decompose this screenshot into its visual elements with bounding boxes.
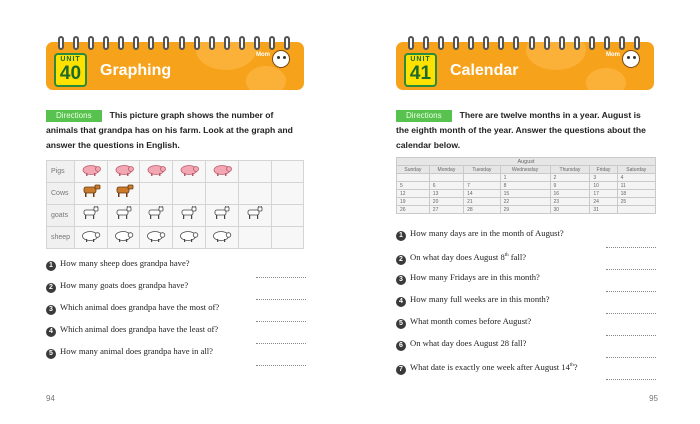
binder-ring <box>529 36 535 50</box>
binder-ring <box>408 36 414 50</box>
answer-line[interactable] <box>606 335 656 336</box>
graph-cell <box>140 227 173 249</box>
answer-line[interactable] <box>606 357 656 358</box>
calendar-date: 11 <box>617 182 655 190</box>
question-text: How many Fridays are in this month? <box>410 272 540 282</box>
calendar-date <box>397 174 430 182</box>
unit-title: Calendar <box>450 62 519 79</box>
question-number: 2 <box>396 255 406 265</box>
calendar-week <box>397 190 656 198</box>
calendar-date: 3 <box>590 174 617 182</box>
calendar-date: 21 <box>464 198 501 206</box>
graph-cell <box>74 205 107 227</box>
question-text-end: ? <box>573 361 578 372</box>
binder-ring <box>194 36 200 50</box>
calendar-date: 10 <box>590 182 617 190</box>
binder-ring <box>103 36 109 50</box>
graph-cell <box>107 183 140 205</box>
question <box>46 280 306 302</box>
binder-ring <box>544 36 550 50</box>
graph-row-label: sheep <box>47 227 75 249</box>
calendar-date: 14 <box>464 190 501 198</box>
pig-icon <box>212 163 232 175</box>
goat-icon <box>179 206 199 218</box>
sheep-icon <box>146 229 166 241</box>
graph-row-label: goats <box>47 205 75 227</box>
question <box>396 272 656 294</box>
goat-icon <box>81 206 101 218</box>
goat-icon <box>146 206 166 218</box>
calendar-date: 25 <box>617 198 655 206</box>
directions <box>396 108 656 153</box>
unit-label: UNIT <box>60 56 81 63</box>
question-text: How many days are in the month of August? <box>410 228 564 238</box>
pig-icon <box>114 163 134 175</box>
calendar-date: 9 <box>550 182 590 190</box>
calendar-date: 4 <box>617 174 655 182</box>
answer-line[interactable] <box>256 299 306 300</box>
question <box>46 302 306 324</box>
mascot-label: Mom <box>606 52 620 58</box>
question <box>396 316 656 338</box>
binder-ring <box>423 36 429 50</box>
calendar-date: 18 <box>617 190 655 198</box>
question-text: How many sheep does grandpa have? <box>60 258 190 268</box>
question-number: 7 <box>396 365 406 375</box>
unit-title: Graphing <box>100 62 172 79</box>
graph-cell <box>238 161 271 183</box>
calendar-day-header: Tuesday <box>464 166 501 174</box>
sheep-icon <box>212 229 232 241</box>
binder-ring <box>269 36 275 50</box>
graph-cell <box>271 227 303 249</box>
question <box>46 258 306 280</box>
answer-line[interactable] <box>256 277 306 278</box>
calendar-day-header: Monday <box>429 166 463 174</box>
pig-icon <box>81 163 101 175</box>
question-text: Which animal does grandpa have the most of? <box>60 302 220 312</box>
question <box>396 294 656 316</box>
calendar-date: 20 <box>429 198 463 206</box>
directions-tag: Directions <box>46 110 102 122</box>
question <box>46 324 306 346</box>
question-number: 4 <box>396 297 406 307</box>
graph-cell <box>173 227 206 249</box>
unit-badge <box>404 53 437 87</box>
calendar-date: 17 <box>590 190 617 198</box>
directions-text: This picture graph shows the number of animals that grandpa has on his farm. Look at the graph and answer the questions in English. <box>46 110 293 150</box>
binder-ring <box>239 36 245 50</box>
graph-cell <box>107 205 140 227</box>
calendar-header-row <box>397 166 656 174</box>
cow-icon <box>81 184 101 196</box>
binder-ring <box>209 36 215 50</box>
graph-row-label: Pigs <box>47 161 75 183</box>
question-list <box>46 258 306 368</box>
answer-line[interactable] <box>256 343 306 344</box>
calendar-date: 24 <box>590 198 617 206</box>
question <box>396 360 656 382</box>
sheep-icon <box>81 229 101 241</box>
binder-ring <box>438 36 444 50</box>
calendar-date: 23 <box>550 198 590 206</box>
graph-cell <box>238 205 271 227</box>
graph-row <box>47 183 304 205</box>
graph-cell <box>271 161 303 183</box>
graph-cell <box>205 161 238 183</box>
calendar-date <box>429 174 463 182</box>
graph-cell <box>140 205 173 227</box>
calendar-date: 13 <box>429 190 463 198</box>
graph-cell <box>205 227 238 249</box>
binder-ring <box>88 36 94 50</box>
directions <box>46 108 306 153</box>
binder-ring <box>483 36 489 50</box>
pig-icon <box>146 163 166 175</box>
directions-text: There are twelve months in a year. August is the eighth month of the year. Answer the questions about the calendar below. <box>396 110 646 150</box>
answer-line[interactable] <box>606 379 656 380</box>
graph-cell <box>74 183 107 205</box>
graph-row <box>47 205 304 227</box>
calendar-week <box>397 174 656 182</box>
binder-ring <box>254 36 260 50</box>
calendar-date: 27 <box>429 206 463 214</box>
calendar-date: 2 <box>550 174 590 182</box>
question-text: What month comes before August? <box>410 316 532 326</box>
graph-cell <box>238 227 271 249</box>
question-text: On what day does August 28 fall? <box>410 338 527 348</box>
binder-ring <box>133 36 139 50</box>
binder-ring <box>574 36 580 50</box>
binder-ring <box>148 36 154 50</box>
question-number: 3 <box>46 305 56 315</box>
calendar-date: 6 <box>429 182 463 190</box>
cow-icon <box>114 184 134 196</box>
question <box>396 338 656 360</box>
answer-line[interactable] <box>256 321 306 322</box>
question <box>46 346 306 368</box>
picture-graph <box>46 160 304 249</box>
calendar-week <box>397 206 656 214</box>
answer-line[interactable] <box>606 291 656 292</box>
binder-ring <box>179 36 185 50</box>
graph-cell <box>74 161 107 183</box>
calendar-date: 22 <box>500 198 550 206</box>
calendar-date: 5 <box>397 182 430 190</box>
question-number: 1 <box>46 261 56 271</box>
calendar-week <box>397 198 656 206</box>
answer-line[interactable] <box>256 365 306 366</box>
calendar-day-header: Sunday <box>397 166 430 174</box>
question-number: 3 <box>396 275 406 285</box>
binder-rings <box>58 36 290 50</box>
calendar-day-header: Thursday <box>550 166 590 174</box>
answer-line[interactable] <box>606 313 656 314</box>
graph-cell <box>173 161 206 183</box>
binder-ring <box>619 36 625 50</box>
binder-ring <box>498 36 504 50</box>
calendar-day-header: Saturday <box>617 166 655 174</box>
binder-ring <box>163 36 169 50</box>
graph-row <box>47 161 304 183</box>
question <box>396 228 656 250</box>
calendar-date: 12 <box>397 190 430 198</box>
calendar-day-header: Friday <box>590 166 617 174</box>
page-number: 95 <box>649 394 658 403</box>
august-calendar <box>396 157 656 214</box>
binder-ring <box>73 36 79 50</box>
binder-ring <box>284 36 290 50</box>
calendar-date: 1 <box>500 174 550 182</box>
answer-line[interactable] <box>606 247 656 248</box>
unit-badge <box>54 53 87 87</box>
calendar-date: 26 <box>397 206 430 214</box>
right-page <box>350 0 700 424</box>
mascot-icon <box>272 50 290 68</box>
answer-line[interactable] <box>606 269 656 270</box>
question <box>396 250 656 272</box>
question-number: 6 <box>396 341 406 351</box>
calendar-date: 31 <box>590 206 617 214</box>
binder-rings <box>408 36 640 50</box>
graph-cell <box>140 183 173 205</box>
calendar-date: 8 <box>500 182 550 190</box>
calendar-date: 19 <box>397 198 430 206</box>
binder-ring <box>58 36 64 50</box>
goat-icon <box>245 206 265 218</box>
binder-ring <box>118 36 124 50</box>
calendar-date: 29 <box>500 206 550 214</box>
binder-ring <box>453 36 459 50</box>
question-text: How many animal does grandpa have in all? <box>60 346 213 356</box>
binder-ring <box>559 36 565 50</box>
graph-cell <box>74 227 107 249</box>
graph-cell <box>238 183 271 205</box>
calendar-month: August <box>396 157 656 165</box>
calendar-day-header: Wednesday <box>500 166 550 174</box>
pig-icon <box>179 163 199 175</box>
binder-ring <box>604 36 610 50</box>
calendar-date <box>464 174 501 182</box>
calendar-date: 15 <box>500 190 550 198</box>
graph-cell <box>205 183 238 205</box>
calendar-date: 7 <box>464 182 501 190</box>
question-text: What date is exactly one week after August 14 <box>410 361 570 372</box>
sheep-icon <box>179 229 199 241</box>
graph-cell <box>140 161 173 183</box>
question-number: 5 <box>396 319 406 329</box>
graph-cell <box>205 205 238 227</box>
binder-ring <box>589 36 595 50</box>
unit-number: 40 <box>59 63 82 84</box>
graph-cell <box>107 227 140 249</box>
calendar-date <box>617 206 655 214</box>
graph-cell <box>271 205 303 227</box>
question-text: On what day does August 8 <box>410 251 505 262</box>
binder-ring <box>224 36 230 50</box>
directions-tag: Directions <box>396 110 452 122</box>
binder-ring <box>634 36 640 50</box>
goat-icon <box>114 206 134 218</box>
question-text-end: fall? <box>508 251 527 262</box>
graph-row-label: Cows <box>47 183 75 205</box>
question-text: How many goats does grandpa have? <box>60 280 189 290</box>
binder-ring <box>513 36 519 50</box>
question-number: 4 <box>46 327 56 337</box>
calendar-date: 16 <box>550 190 590 198</box>
question-number: 5 <box>46 349 56 359</box>
calendar-week <box>397 182 656 190</box>
ordinal-suffix: th <box>504 253 509 258</box>
question-number: 2 <box>46 283 56 293</box>
sheep-icon <box>114 229 134 241</box>
unit-label: UNIT <box>410 56 431 63</box>
calendar-date: 28 <box>464 206 501 214</box>
ordinal-suffix: th <box>569 363 574 368</box>
graph-cell <box>271 183 303 205</box>
mascot-icon <box>622 50 640 68</box>
graph-cell <box>173 183 206 205</box>
calendar-date: 30 <box>550 206 590 214</box>
binder-ring <box>468 36 474 50</box>
unit-number: 41 <box>409 63 432 84</box>
question-text: Which animal does grandpa have the least of? <box>60 324 219 334</box>
graph-cell <box>173 205 206 227</box>
graph-row <box>47 227 304 249</box>
page-number: 94 <box>46 394 55 403</box>
question-list <box>396 228 656 382</box>
question-text: How many full weeks are in this month? <box>410 294 550 304</box>
goat-icon <box>212 206 232 218</box>
graph-cell <box>107 161 140 183</box>
mascot-label: Mom <box>256 52 270 58</box>
question-number: 1 <box>396 231 406 241</box>
